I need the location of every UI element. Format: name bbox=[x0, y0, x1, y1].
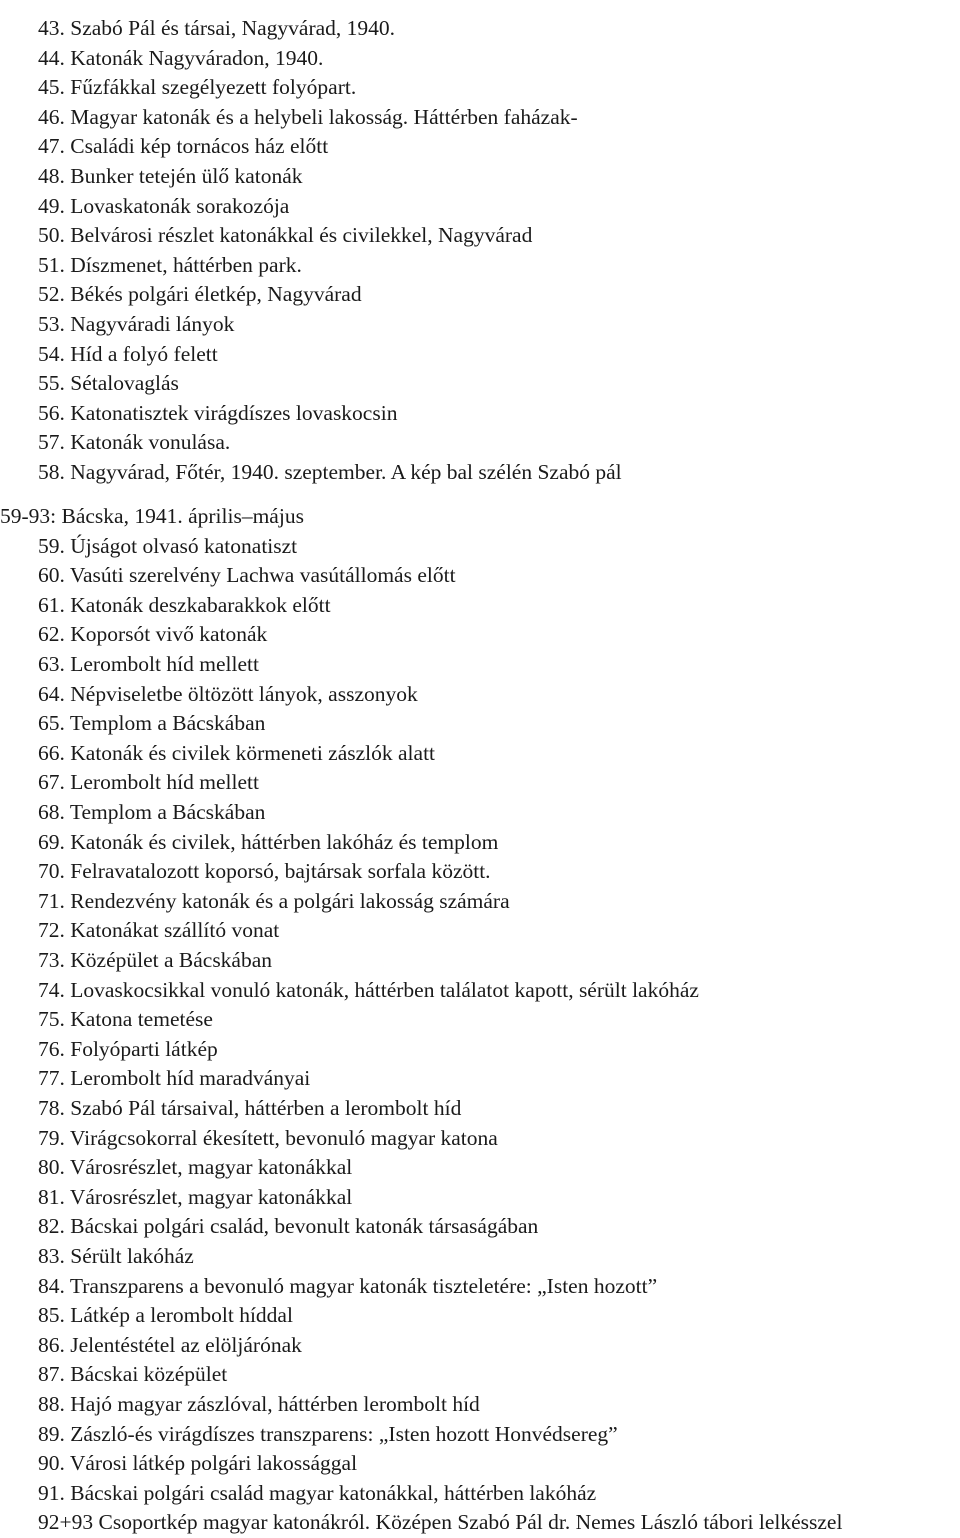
list-item: 45. Fűzfákkal szegélyezett folyópart. bbox=[38, 75, 357, 100]
list-item: 46. Magyar katonák és a helybeli lakosság. Háttérben faházak- bbox=[38, 104, 578, 129]
list-item: 87. Bácskai középület bbox=[38, 1362, 228, 1387]
list-item: 76. Folyóparti látkép bbox=[38, 1036, 218, 1061]
list-item: 58. Nagyvárad, Főtér, 1940. szeptember. A kép bal szélén Szabó pál bbox=[38, 460, 622, 484]
list-item: 68. Templom a Bácskában bbox=[38, 800, 266, 824]
list-item: 80. Városrészlet, magyar katonákkal bbox=[38, 1155, 353, 1180]
list-item: 60. Vasúti szerelvény Lachwa vasútállomás előtt bbox=[38, 563, 456, 588]
list-item: 69. Katonák és civilek, háttérben lakóház és templom bbox=[38, 829, 499, 854]
list-item: 71. Rendezvény katonák és a polgári lakosság számára bbox=[38, 888, 510, 913]
list-item: 65. Templom a Bácskában bbox=[38, 711, 266, 736]
list-item: 77. Lerombolt híd maradványai bbox=[38, 1066, 311, 1091]
list-item: 89. Zászló-és virágdíszes transzparens: „Isten hozott Honvédsereg” bbox=[38, 1421, 618, 1446]
list-item: 79. Virágcsokorral ékesített, bevonuló magyar katona bbox=[38, 1125, 498, 1150]
list-item: 56. Katonatisztek virágdíszes lovaskocsin bbox=[38, 400, 398, 425]
list-item: 48. Bunker tetején ülő katonák bbox=[38, 164, 303, 188]
list-item: 86. Jelentéstétel az elöljárónak bbox=[38, 1332, 302, 1357]
list-item: 63. Lerombolt híd mellett bbox=[38, 652, 259, 676]
list-item: 50. Belvárosi részlet katonákkal és civilekkel, Nagyvárad bbox=[38, 223, 533, 248]
list-item: 83. Sérült lakóház bbox=[38, 1244, 194, 1268]
list-item: 64. Népviseletbe öltözött lányok, asszonyok bbox=[38, 681, 418, 706]
list-item: 53. Nagyváradi lányok bbox=[38, 312, 235, 336]
list-item: 70. Felravatalozott koporsó, bajtársak sorfala között. bbox=[38, 859, 491, 884]
list-item: 43. Szabó Pál és társai, Nagyvárad, 1940. bbox=[38, 16, 396, 40]
list-item: 62. Koporsót vivő katonák bbox=[38, 622, 268, 647]
list-item: 75. Katona temetése bbox=[38, 1007, 213, 1032]
list-item: 84. Transzparens a bevonuló magyar katonák tiszteletére: „Isten hozott” bbox=[38, 1273, 658, 1298]
list-item: 61. Katonák deszkabarakkok előtt bbox=[38, 592, 331, 617]
list-item: 90. Városi látkép polgári lakossággal bbox=[38, 1451, 358, 1476]
list-item: 51. Díszmenet, háttérben park. bbox=[38, 252, 302, 277]
list-item: 92+93 Csoportkép magyar katonákról. Középen Szabó Pál dr. Nemes László tábori lelkésszel bbox=[38, 1510, 843, 1535]
list-item: 73. Középület a Bácskában bbox=[38, 948, 273, 972]
list-item: 47. Családi kép tornácos ház előtt bbox=[38, 134, 329, 159]
list-item: 49. Lovaskatonák sorakozója bbox=[38, 193, 290, 218]
list-item: 78. Szabó Pál társaival, háttérben a lerombolt híd bbox=[38, 1096, 462, 1120]
list-item: 44. Katonák Nagyváradon, 1940. bbox=[38, 45, 324, 70]
list-item: 82. Bácskai polgári család, bevonult katonák társaságában bbox=[38, 1214, 539, 1239]
list-item: 54. Híd a folyó felett bbox=[38, 341, 218, 366]
list-item: 72. Katonákat szállító vonat bbox=[38, 918, 280, 943]
section-heading: 59-93: Bácska, 1941. április–május bbox=[0, 504, 304, 528]
list-item: 88. Hajó magyar zászlóval, háttérben lerombolt híd bbox=[38, 1392, 480, 1416]
list-item: 55. Sétalovaglás bbox=[38, 371, 179, 396]
list-item: 52. Békés polgári életkép, Nagyvárad bbox=[38, 282, 362, 307]
list-item: 85. Látkép a lerombolt híddal bbox=[38, 1303, 293, 1328]
list-item: 59. Újságot olvasó katonatiszt bbox=[38, 533, 298, 558]
list-item: 67. Lerombolt híd mellett bbox=[38, 770, 259, 795]
list-item: 57. Katonák vonulása. bbox=[38, 430, 231, 455]
list-item: 74. Lovaskocsikkal vonuló katonák, háttérben találatot kapott, sérült lakóház bbox=[38, 977, 699, 1002]
list-item: 66. Katonák és civilek körmeneti zászlók alatt bbox=[38, 740, 436, 765]
list-item: 91. Bácskai polgári család magyar katonákkal, háttérben lakóház bbox=[38, 1480, 597, 1505]
list-item: 81. Városrészlet, magyar katonákkal bbox=[38, 1184, 353, 1209]
